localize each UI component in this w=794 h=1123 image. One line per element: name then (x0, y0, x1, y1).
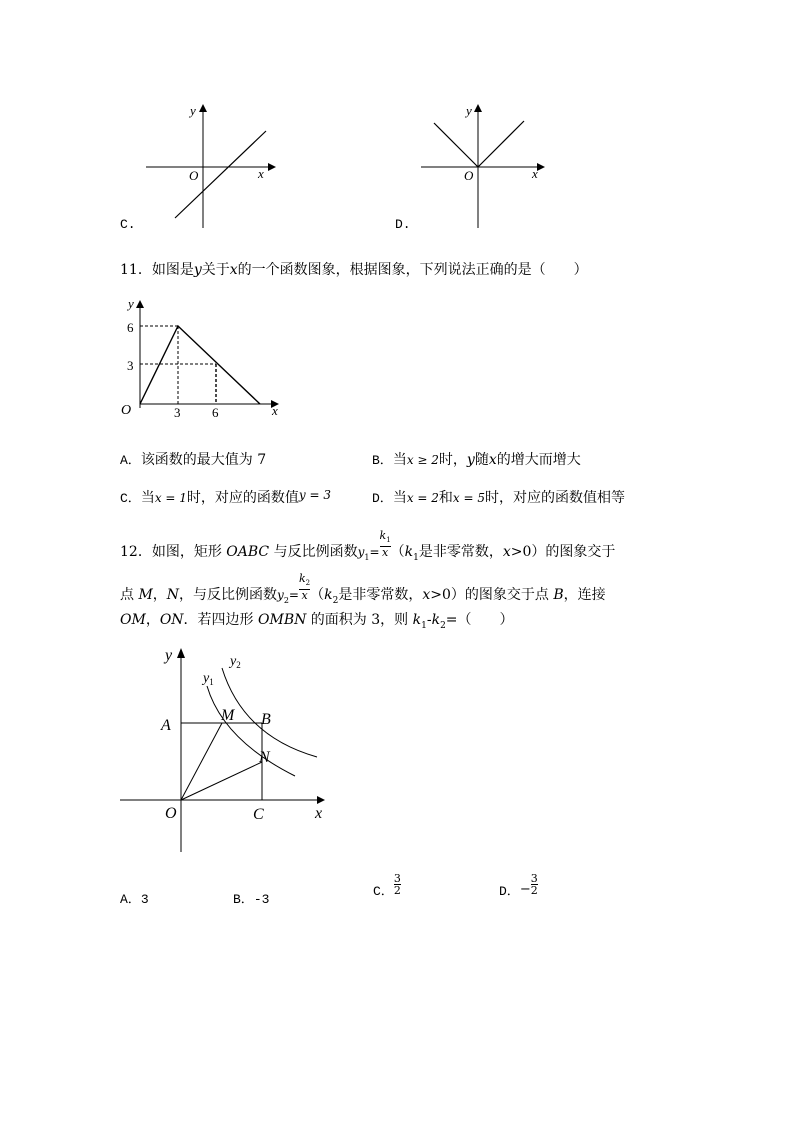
fraction-k2-over-x: $\frac{k_2}{x}$ (298, 571, 311, 603)
graph-option-d (415, 100, 555, 230)
y-axis-label: y (128, 296, 134, 311)
q11-graph (118, 290, 293, 425)
point-a-label: A (161, 717, 171, 734)
x-axis-label: x (258, 166, 264, 181)
origin-label: O (464, 168, 474, 183)
q11-option-a: A．该函数的最大值为 7 (120, 452, 267, 468)
q12-option-b: B．-3 (233, 892, 270, 907)
x-tick-3: 3 (174, 405, 181, 420)
y-tick-6: 6 (127, 320, 134, 335)
point-o-label: O (165, 805, 177, 822)
option-c-label: C. (120, 217, 136, 232)
x-tick-6: 6 (212, 405, 219, 420)
q11-option-c: C．当x = 1时，对应的函数值y = 3 (120, 488, 332, 506)
origin-label: O (189, 168, 199, 183)
q12-option-c: C． $\frac{3}{2}$ (373, 872, 401, 899)
origin-label: O (121, 403, 132, 418)
q11-option-d: D．当x = 2和x = 5时，对应的函数值相等 (372, 490, 625, 506)
x-axis-label: x (272, 403, 278, 418)
y-axis-label: y (466, 103, 472, 118)
point-b-label: B (261, 711, 271, 728)
graph-option-c (140, 100, 280, 230)
point-c-label: C (253, 806, 264, 823)
q11-option-b: B．当x ≥ 2时，y随x的增大而增大 (372, 452, 581, 468)
fraction-3-over-2: $\frac{3}{2}$ (393, 872, 401, 897)
q12-option-a: A．3 (120, 892, 149, 907)
fraction-3-over-2: $\frac{3}{2}$ (530, 872, 538, 897)
x-axis-label: x (532, 166, 538, 181)
option-d-label: D. (395, 217, 411, 232)
q12-line-3: OM，ON．若四边形 OMBN 的面积为 3，则 $k_1-k_2=$（ ） (120, 612, 514, 631)
q12-graph (115, 640, 340, 860)
y-axis-label: y (190, 103, 196, 118)
curve-y2-label: $y_2$ (230, 654, 241, 670)
y-axis-label: y (165, 647, 173, 664)
point-n-label: N (259, 749, 270, 766)
q12-line-1: 12．如图，矩形 OABC 与反比例函数$y_1=$ $\frac{k_1}{x}$ （$k_1$是非零常数，x>0）的图象交于 (120, 528, 616, 563)
y-tick-3: 3 (127, 358, 134, 373)
q12-line-2: 点 M，N，与反比例函数$y_2=$ $\frac{k_2}{x}$ （$k_2$是非零常数，x>0）的图象交于点 B，连接 (120, 571, 606, 606)
x-axis-label: x (315, 805, 323, 822)
q11-stem: 11．如图是y关于x的一个函数图象，根据图象，下列说法正确的是（ ） (120, 262, 588, 278)
q12-option-d: D．− $\frac{3}{2}$ (499, 872, 538, 899)
curve-y1-label: $y_1$ (203, 671, 214, 687)
point-m-label: M (221, 707, 235, 724)
fraction-k1-over-x: $\frac{k_1}{x}$ (379, 528, 391, 560)
